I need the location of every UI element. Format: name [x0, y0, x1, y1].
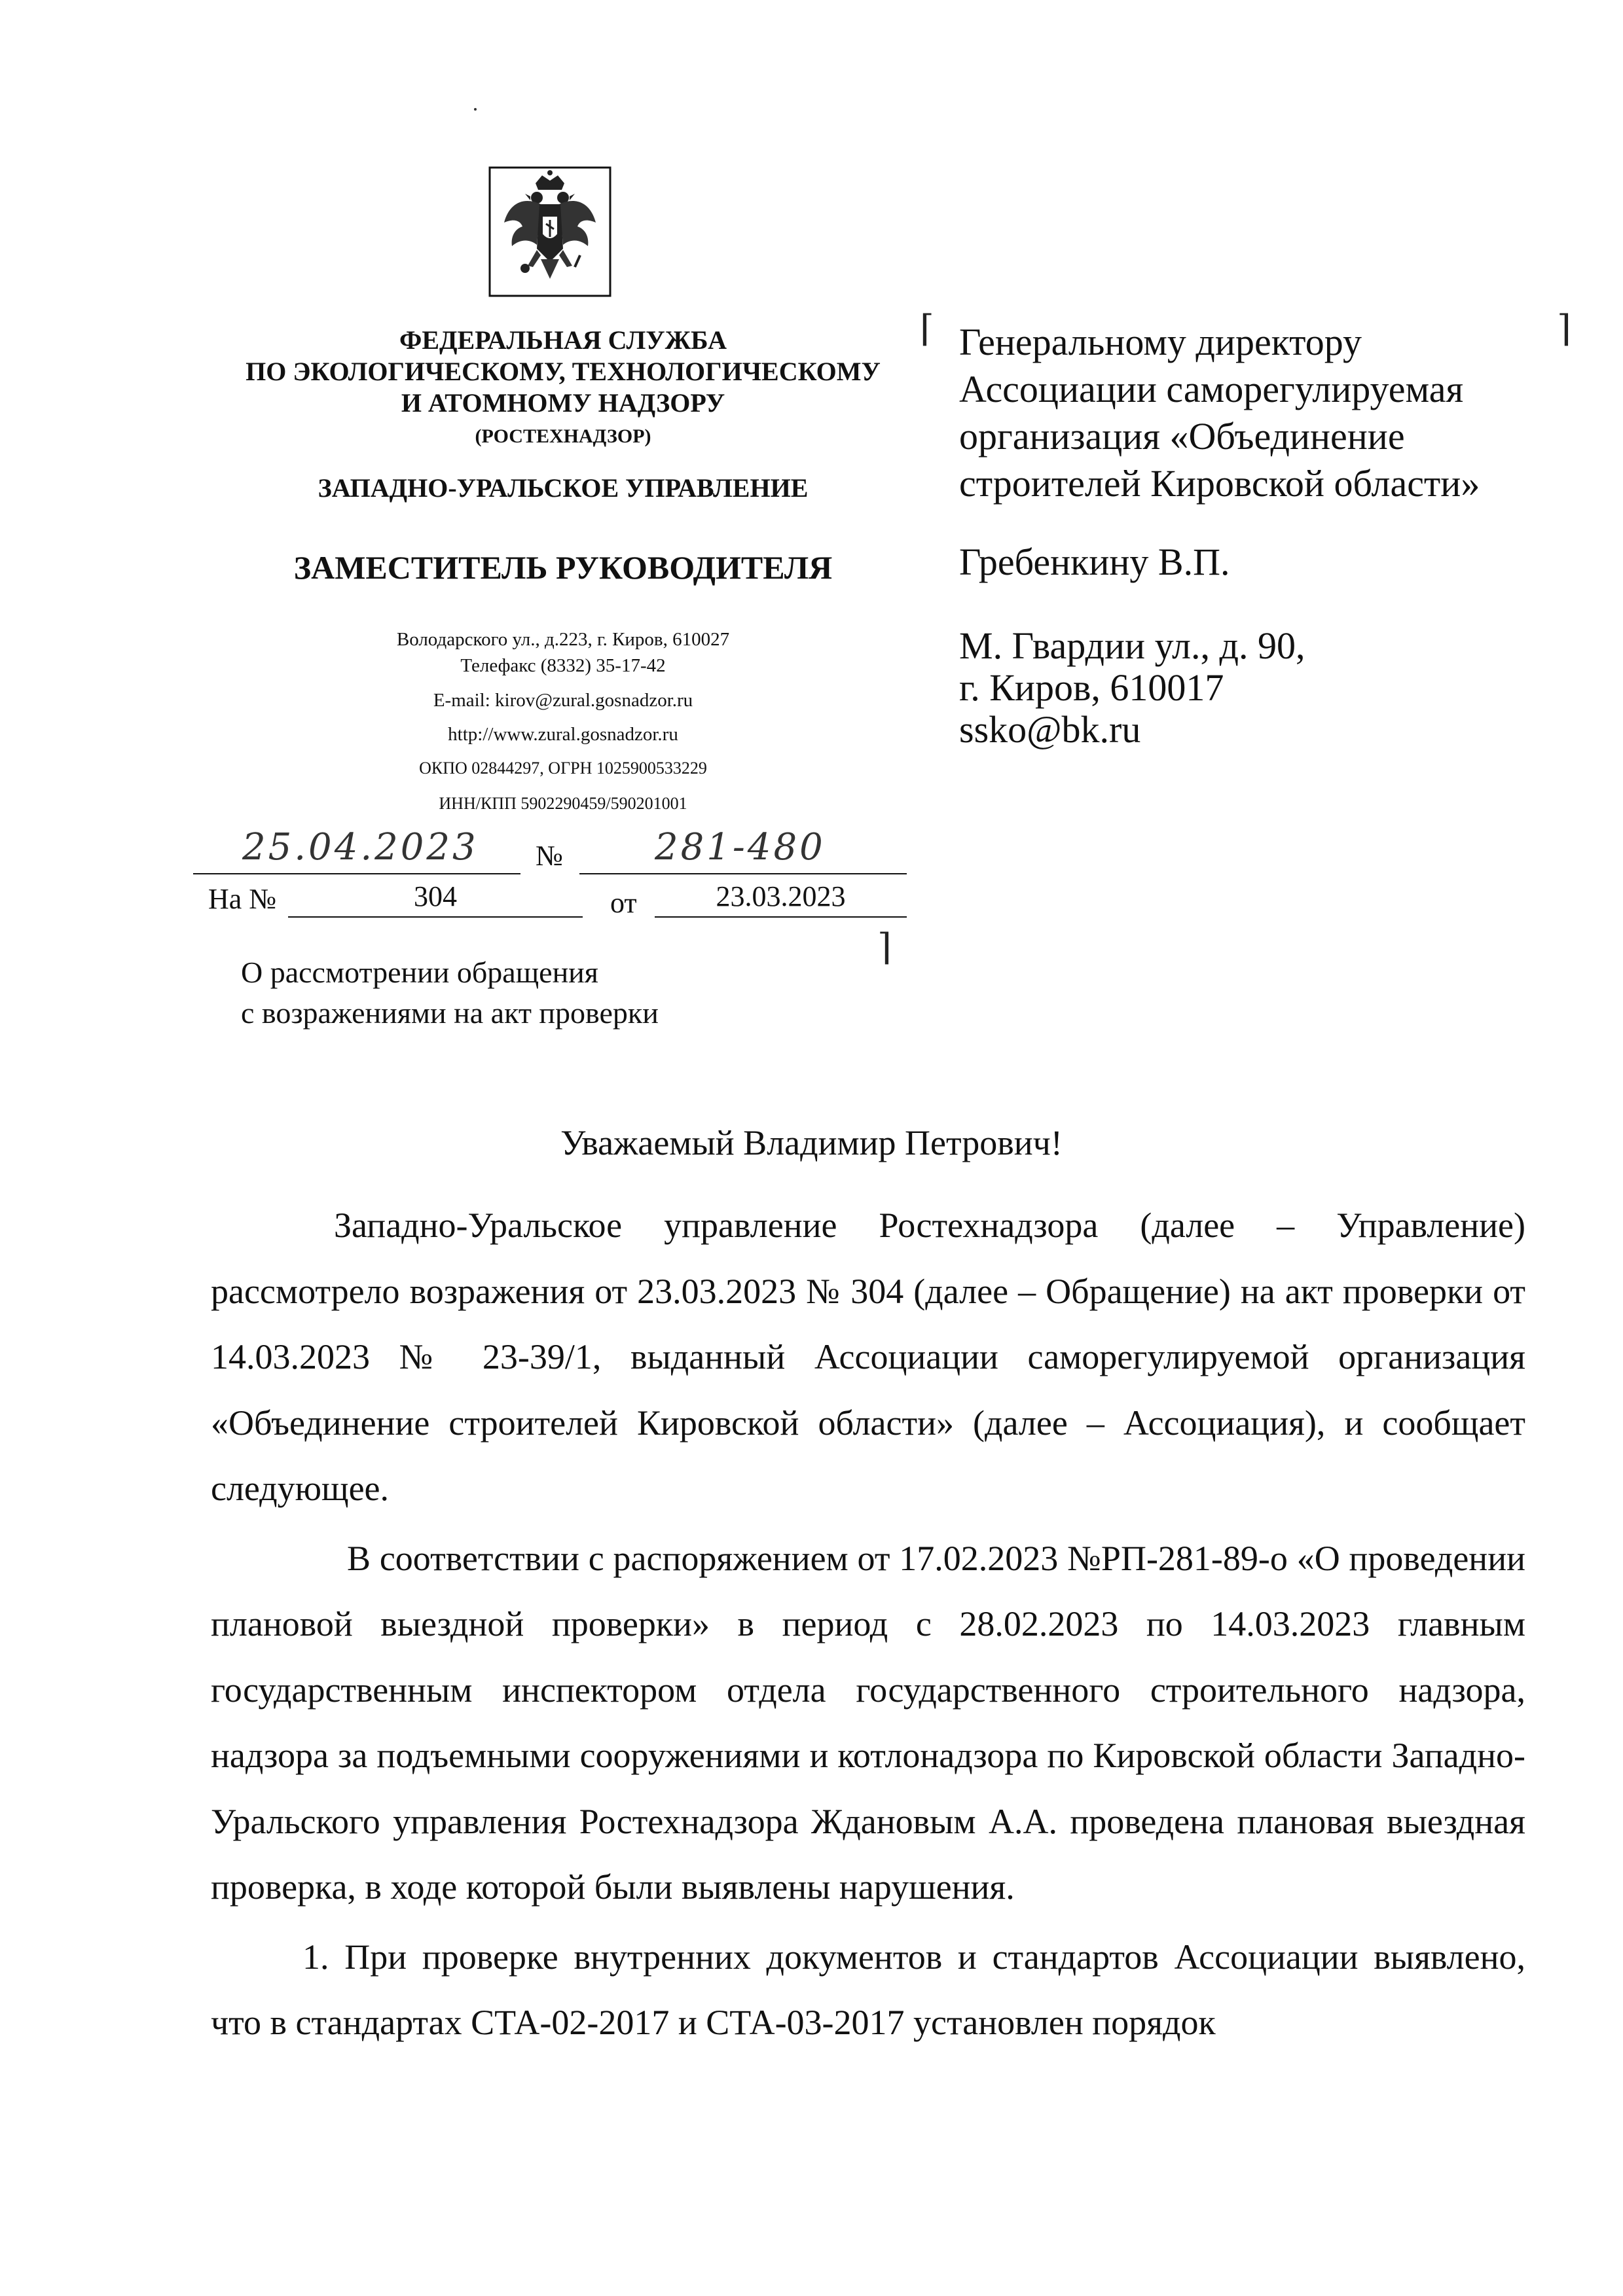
sender-website[interactable]: http://www.zural.gosnadzor.ru	[448, 724, 678, 745]
stray-dot	[474, 108, 477, 111]
ref-number-underline	[288, 916, 583, 918]
recipient-line1: Генеральному директору	[959, 321, 1362, 363]
org-name-line1: ФЕДЕРАЛЬНАЯ СЛУЖБА	[399, 325, 727, 355]
sender-email[interactable]: E-mail: kirov@zural.gosnadzor.ru	[433, 690, 693, 711]
sender-phone: Телефакс (8332) 35-17-42	[460, 655, 666, 676]
recipient-line4: строителей Кировской области»	[959, 462, 1480, 505]
greeting: Уважаемый Владимир Петрович!	[560, 1123, 1063, 1162]
subject-line1: О рассмотрении обращения	[241, 956, 598, 989]
recipient-email[interactable]: ssko@bk.ru	[959, 708, 1141, 751]
recipient-address-line1: М. Гвардии ул., д. 90,	[959, 624, 1305, 667]
subject-block	[241, 952, 659, 1033]
paragraph-3: 1. При проверке внутренних документов и стандартов Ассоциации выявлено, что в стандартах СТА-02-2017 и СТА-03-2017 установлен порядок	[211, 1937, 1525, 2042]
number-sign: №	[536, 840, 563, 872]
sender-inn-kpp: ИНН/КПП 5902290459/590201001	[439, 794, 687, 813]
ref-date: 23.03.2023	[716, 880, 846, 912]
ref-number-label: На №	[208, 883, 277, 915]
subject-line2: с возражениями на акт проверки	[241, 996, 659, 1030]
handwritten-number: 281-480	[655, 826, 826, 869]
org-abbreviation: (РОСТЕХНАДЗОР)	[475, 425, 651, 447]
department-name: ЗАПАДНО-УРАЛЬСКОЕ УПРАВЛЕНИЕ	[318, 473, 809, 503]
ref-date-underline	[655, 916, 907, 918]
recipient-block	[959, 319, 1480, 507]
recipient-name: Гребенкину В.П.	[959, 541, 1230, 583]
sender-okpo-ogrn: ОКПО 02844297, ОГРН 1025900533229	[419, 759, 707, 778]
handwritten-date: 25.04.2023	[242, 826, 479, 869]
coat-of-arms-emblem	[484, 164, 615, 300]
sender-address: Володарского ул., д.223, г. Киров, 610027	[396, 629, 730, 650]
org-name-line3: И АТОМНОМУ НАДЗОРУ	[401, 388, 725, 418]
org-name-line2: ПО ЭКОЛОГИЧЕСКОМУ, ТЕХНОЛОГИЧЕСКОМУ	[246, 357, 881, 386]
paragraph-1: Западно-Уральское управление Ростехнадзора (далее – Управление) рассмотрело возражения от 23.03.2023 № 304 (далее – Обращение) на акт проверки от 14.03.2023 № 23-39/1, выданный Ассоциации саморегулируемой организация «Объединение строителей Кировской области» (далее – Ассоциация), и сообщает следующее.	[211, 1206, 1525, 1508]
recipient-line2: Ассоциации саморегулируемая	[959, 368, 1464, 410]
recipient-line3: организация «Объединение	[959, 415, 1405, 457]
body-text	[211, 1193, 1525, 2056]
recipient-address-line2: г. Киров, 610017	[959, 666, 1224, 709]
ref-number: 304	[414, 880, 457, 912]
sender-position: ЗАМЕСТИТЕЛЬ РУКОВОДИТЕЛЯ	[293, 549, 833, 586]
corner-mark-right: ⌉	[1557, 309, 1571, 350]
recipient-address	[959, 625, 1305, 751]
date-underline	[193, 873, 520, 874]
subject-corner-mark: ⌉	[877, 927, 892, 968]
number-underline	[579, 873, 907, 874]
paragraph-2: В соответствии с распоряжением от 17.02.2023 №РП-281-89-о «О проведении плановой выездной проверки» в период с 28.02.2023 по 14.03.2023 главным государственным инспектором отдела государственного строительного надзора, надзора за подъемными сооружениями и котлонадзора по Кировской области Западно-Уральского управления Ростехнадзора Ждановым А.А. проведена плановая выездная проверка, в ходе которой были выявлены нарушения.	[211, 1538, 1525, 1907]
ref-from-label: от	[610, 887, 637, 919]
corner-mark-left: ⌈	[920, 309, 934, 350]
